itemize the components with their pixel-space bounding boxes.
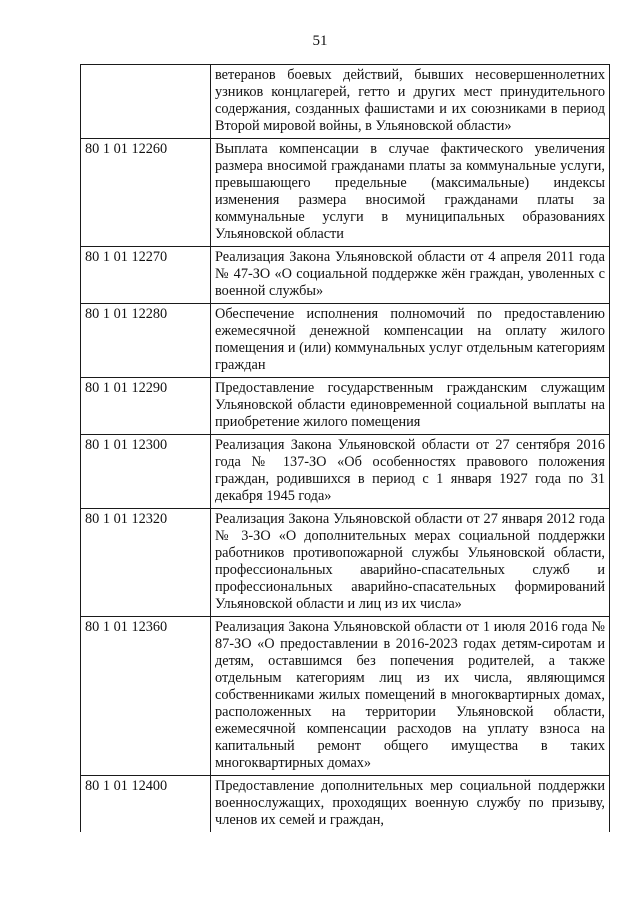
table-row bbox=[81, 617, 610, 776]
table-row bbox=[81, 509, 610, 617]
table-row bbox=[81, 378, 610, 435]
row-description: Реализация Закона Ульяновской области от 27 января 2012 года № 3-ЗО «О дополнительных мерах социальной поддержки работников противопожарной службы Ульяновской области, профессиональных аварийно-спасательных служб и профессиональных аварийно-спасательных формирований Ульяновской области и лиц из их числа» bbox=[211, 509, 610, 617]
row-description: Предоставление государственным гражданским служащим Ульяновской области единовременной социальной выплаты на приобретение жилого помещения bbox=[211, 378, 610, 435]
row-description: Обеспечение исполнения полномочий по предоставлению ежемесячной денежной компенсации на оплату жилого помещения и (или) коммунальных услуг отдельным категориям граждан bbox=[211, 304, 610, 378]
row-description: Реализация Закона Ульяновской области от 4 апреля 2011 года № 47-ЗО «О социальной поддержке жён граждан, уволенных с военной службы» bbox=[211, 247, 610, 304]
table-row bbox=[81, 304, 610, 378]
row-code: 80 1 01 12300 bbox=[81, 435, 211, 509]
table-row bbox=[81, 247, 610, 304]
row-code: 80 1 01 12270 bbox=[81, 247, 211, 304]
row-code: 80 1 01 12360 bbox=[81, 617, 211, 776]
row-description: Реализация Закона Ульяновской области от 1 июля 2016 года № 87-ЗО «О предоставлении в 2016-2023 годах детям-сиротам и детям, оставшимся без попечения родителей, а также отдельным категориям лиц из их числа, являющимся собственниками жилых помещений в многоквартирных домах, расположенных на территории Ульяновской области, ежемесячной компенсации расходов на уплату взноса на капитальный ремонт общего имущества в таких многоквартирных домах» bbox=[211, 617, 610, 776]
table-row bbox=[81, 776, 610, 833]
row-description: ветеранов боевых действий, бывших несовершеннолетних узников концлагерей, гетто и других мест принудительного содержания, созданных фашистами и их союзниками в период Второй мировой войны, в Ульяновской области» bbox=[211, 65, 610, 139]
row-description: Реализация Закона Ульяновской области от 27 сентября 2016 года № 137-ЗО «Об особенностях правового положения граждан, родившихся в период с 1 января 1927 года по 31 декабря 1945 года» bbox=[211, 435, 610, 509]
row-code: 80 1 01 12400 bbox=[81, 776, 211, 833]
budget-classification-table bbox=[80, 64, 610, 832]
table-row bbox=[81, 139, 610, 247]
row-description: Предоставление дополнительных мер социальной поддержки военнослужащих, проходящих военную службу по призыву, членов их семей и граждан, bbox=[211, 776, 610, 833]
row-code: 80 1 01 12260 bbox=[81, 139, 211, 247]
page-number: 51 bbox=[312, 33, 328, 49]
table-row bbox=[81, 65, 610, 139]
row-description: Выплата компенсации в случае фактического увеличения размера вносимой гражданами платы за коммунальные услуги, превышающего предельные (максимальные) индексы изменения размера вносимой гражданами платы за коммунальные услуги в муниципальных образованиях Ульяновской области bbox=[211, 139, 610, 247]
row-code bbox=[81, 65, 211, 139]
table-row bbox=[81, 435, 610, 509]
row-code: 80 1 01 12280 bbox=[81, 304, 211, 378]
row-code: 80 1 01 12290 bbox=[81, 378, 211, 435]
row-code: 80 1 01 12320 bbox=[81, 509, 211, 617]
